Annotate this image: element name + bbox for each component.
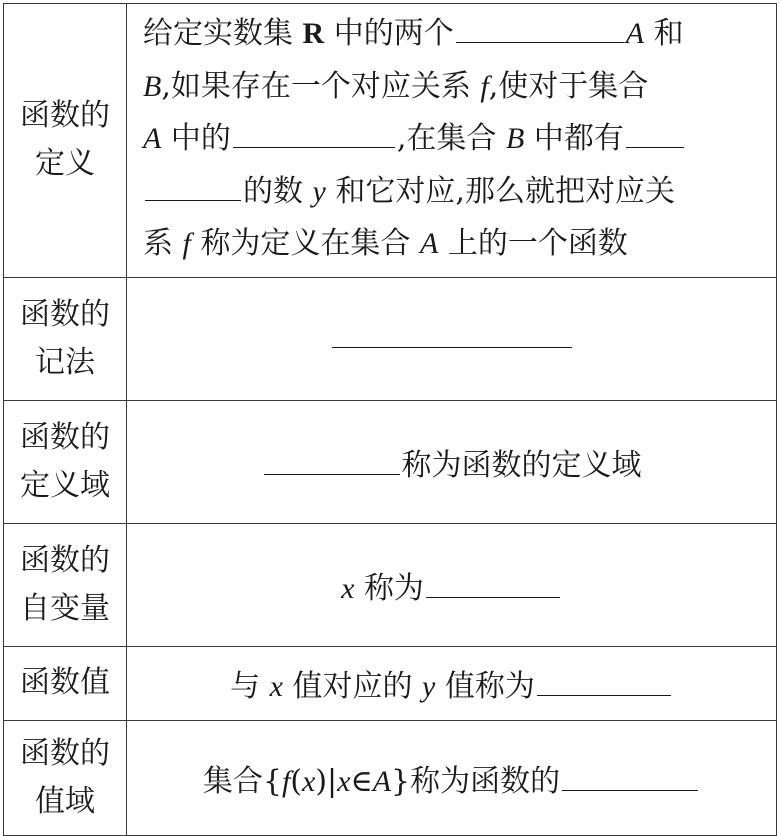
math-A: A <box>625 17 645 50</box>
text-segment: 中的两个 <box>333 16 454 51</box>
math-f: f <box>281 764 291 798</box>
blank-3b[interactable] <box>145 199 241 201</box>
label-line: 值域 <box>35 783 95 819</box>
blank-1[interactable] <box>456 41 624 43</box>
math-x: x <box>269 670 283 703</box>
text-segment: 和它对应,那么就把对应关 <box>335 173 675 209</box>
blank-domain[interactable] <box>264 473 400 475</box>
text-segment: ,如果存在一个对应关系 <box>161 68 471 104</box>
label-range <box>4 720 127 835</box>
label-definition <box>4 4 127 278</box>
range-content <box>127 720 777 835</box>
text-segment: 中的 <box>170 121 231 156</box>
math-B: B <box>505 122 525 155</box>
text-segment: 和 <box>653 16 684 51</box>
label-independent-variable <box>4 523 127 646</box>
text-segment: ,使对于集合 <box>488 68 649 104</box>
text-segment: ∈ <box>350 763 373 799</box>
function-concepts-table <box>3 3 777 836</box>
row-definition <box>4 4 777 278</box>
blank-range[interactable] <box>562 789 698 791</box>
text-segment: 称为定义在集合 <box>200 226 411 261</box>
math-A: A <box>372 764 392 798</box>
notation-content <box>127 277 777 400</box>
text-segment: 集合{ <box>202 763 282 799</box>
definition-content <box>127 4 777 278</box>
blank-function-value[interactable] <box>537 694 671 696</box>
text-segment: 的数 <box>243 173 303 209</box>
text-segment: )| <box>315 763 338 799</box>
math-y: y <box>422 670 436 703</box>
row-function-value <box>4 646 777 720</box>
math-B: B <box>143 69 162 103</box>
math-A: A <box>419 227 439 260</box>
text-segment: 值对应的 <box>292 669 413 704</box>
label-function-value <box>4 646 127 720</box>
math-A: A <box>143 122 162 155</box>
blank-variable[interactable] <box>426 596 560 598</box>
math-R: R <box>302 17 325 50</box>
row-independent-variable <box>4 523 777 646</box>
math-f: f <box>182 227 191 260</box>
blank-3a[interactable] <box>626 146 684 148</box>
row-range <box>4 720 777 835</box>
label-line: 定义 <box>35 146 95 182</box>
math-x: x <box>302 764 316 798</box>
text-segment: 值称为 <box>444 669 535 704</box>
math-x: x <box>341 571 355 605</box>
text-segment: 称为 <box>363 570 424 606</box>
independent-variable-content <box>127 523 777 646</box>
math-y: y <box>312 174 326 208</box>
label-line: 函数的 <box>20 735 110 771</box>
blank-2[interactable] <box>233 146 395 148</box>
label-line: 函数的 <box>20 419 110 455</box>
label-line: 函数的 <box>20 542 110 578</box>
function-value-content <box>127 646 777 720</box>
label-line: 函数的 <box>20 98 110 134</box>
label-line: 自变量 <box>20 590 110 626</box>
label-domain <box>4 400 127 523</box>
label-notation <box>4 277 127 400</box>
text-segment: }称为函数的 <box>391 763 561 799</box>
text-segment: 中都有 <box>533 121 624 156</box>
label-line: 函数值 <box>20 665 110 700</box>
text-segment: 给定实数集 <box>143 16 293 51</box>
blank-notation[interactable] <box>332 346 572 348</box>
domain-content <box>127 400 777 523</box>
text-segment: 称为函数的定义域 <box>401 447 642 483</box>
text-segment: 系 <box>143 226 173 261</box>
label-line: 函数的 <box>20 296 110 332</box>
math-f: f <box>480 69 489 103</box>
definition-text <box>127 4 776 277</box>
label-line: 记法 <box>35 344 95 380</box>
text-segment: ( <box>290 763 303 799</box>
text-segment: ,在集合 <box>396 121 497 156</box>
row-domain <box>4 400 777 523</box>
row-notation <box>4 277 777 400</box>
math-x: x <box>337 764 351 798</box>
label-line: 定义域 <box>20 467 110 503</box>
text-segment: 上的一个函数 <box>447 226 628 261</box>
text-segment: 与 <box>230 669 261 704</box>
